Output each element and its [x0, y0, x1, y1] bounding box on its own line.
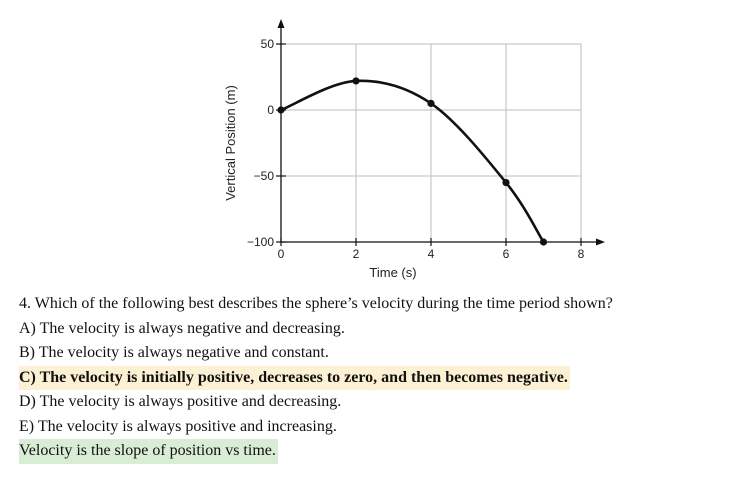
question-block — [19, 292, 730, 464]
option-e: E) The velocity is always positive and increasing. — [19, 417, 337, 435]
position-curve — [281, 81, 544, 242]
y-tick-label: −100 — [246, 235, 274, 249]
data-point — [277, 106, 284, 113]
chart-grid — [281, 44, 581, 242]
data-point — [427, 100, 434, 107]
chart-axes — [278, 19, 606, 246]
y-tick-label: 0 — [267, 103, 274, 117]
y-tick-label: 50 — [260, 37, 274, 51]
x-axis-title: Time (s) — [369, 265, 417, 280]
x-tick-label: 4 — [427, 247, 435, 261]
y-tick-label: −50 — [253, 169, 274, 183]
option-c-correct: C) The velocity is initially positive, decreases to zero, and then becomes negative. — [19, 366, 570, 391]
y-axis-arrow — [278, 19, 285, 28]
x-tick-label: 0 — [277, 247, 285, 261]
y-axis-title: Vertical Position (m) — [223, 85, 238, 201]
option-a: A) The velocity is always negative and decreasing. — [19, 319, 345, 337]
x-tick-label: 6 — [502, 247, 510, 261]
x-tick-label: 8 — [577, 247, 585, 261]
question-prompt: 4. Which of the following best describes the sphere’s velocity during the time period shown? — [19, 295, 613, 312]
option-b: B) The velocity is always negative and constant. — [19, 344, 329, 361]
data-point — [352, 77, 359, 84]
data-point — [502, 179, 509, 186]
option-d: D) The velocity is always positive and decreasing. — [19, 393, 342, 410]
x-axis-arrow — [596, 239, 605, 246]
x-tick-label: 2 — [352, 247, 360, 261]
data-point — [540, 238, 547, 245]
chart-series — [277, 77, 547, 245]
explanation-note: Velocity is the slope of position vs time. — [19, 439, 278, 464]
